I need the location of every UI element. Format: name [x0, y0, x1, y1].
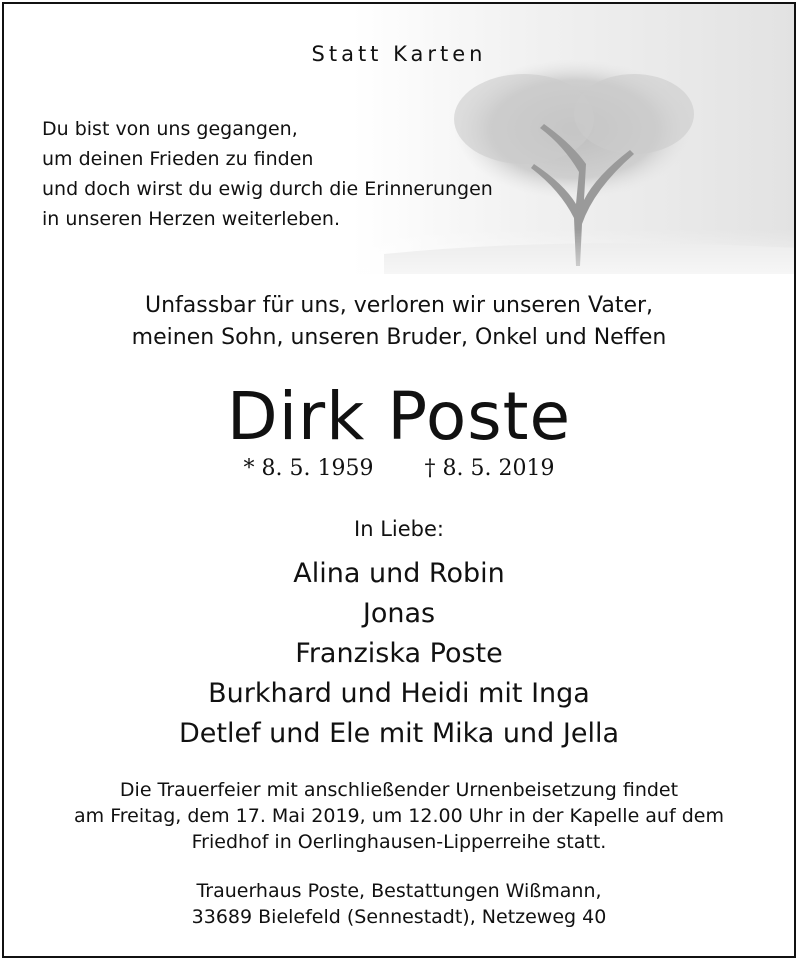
- mourners-list: [4, 554, 794, 754]
- header-statt-karten: Statt Karten: [311, 42, 487, 66]
- poem-line: Du bist von uns gegangen,: [42, 118, 298, 140]
- obituary-notice: [2, 2, 796, 958]
- poem: [42, 114, 493, 234]
- deceased-name: Dirk Poste: [226, 378, 572, 455]
- mourner-line: Franziska Poste: [295, 638, 503, 669]
- death-date: † 8. 5. 2019: [424, 456, 555, 481]
- intro-line: Unfassbar für uns, verloren wir unseren Vater,: [144, 293, 654, 318]
- mourner-line: Detlef und Ele mit Mika und Jella: [178, 718, 619, 749]
- mourner-line: Jonas: [362, 598, 436, 629]
- intro-text: [4, 290, 794, 354]
- poem-line: und doch wirst du ewig durch die Erinnerungen: [42, 178, 493, 200]
- poem-line: um deinen Frieden zu finden: [42, 148, 314, 170]
- mourner-line: Alina und Robin: [293, 558, 505, 589]
- funeral-home-address: [4, 878, 794, 930]
- life-dates: [4, 454, 794, 484]
- mourner-line: Burkhard und Heidi mit Inga: [208, 678, 590, 709]
- service-line: Friedhof in Oerlinghausen-Lipperreihe statt.: [191, 831, 607, 853]
- poem-line: in unseren Herzen weiterleben.: [42, 208, 340, 230]
- address-line: 33689 Bielefeld (Sennestadt), Netzeweg 40: [191, 906, 607, 928]
- service-line: am Freitag, dem 17. Mai 2019, um 12.00 Uhr in der Kapelle auf dem: [74, 805, 724, 827]
- intro-line: meinen Sohn, unseren Bruder, Onkel und Neffen: [131, 325, 667, 350]
- address-line: Trauerhaus Poste, Bestattungen Wißmann,: [196, 880, 602, 902]
- in-liebe-label: In Liebe:: [354, 517, 444, 541]
- birth-date: * 8. 5. 1959: [243, 456, 374, 481]
- service-line: Die Trauerfeier mit anschließender Urnenbeisetzung findet: [119, 779, 679, 801]
- service-info: [4, 777, 794, 855]
